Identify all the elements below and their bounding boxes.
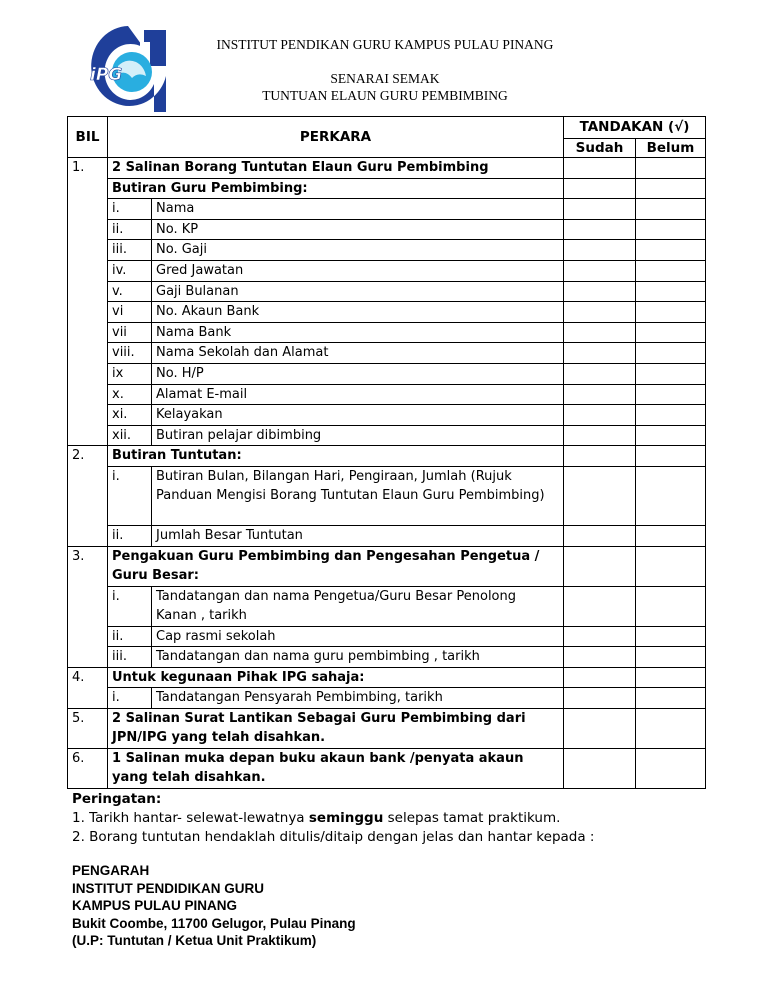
belum-checkbox-cell[interactable] xyxy=(636,302,706,323)
sudah-checkbox-cell[interactable] xyxy=(564,626,636,647)
sub-item-text: Tandatangan dan nama guru pembimbing , tarikh xyxy=(152,647,564,668)
row-number: 5. xyxy=(68,708,108,748)
sudah-checkbox-cell[interactable] xyxy=(564,343,636,364)
sudah-checkbox-cell[interactable] xyxy=(564,384,636,405)
sub-item-number: i. xyxy=(108,199,152,220)
table-row xyxy=(68,626,706,647)
belum-checkbox-cell[interactable] xyxy=(636,708,706,748)
sub-item-number: xi. xyxy=(108,405,152,426)
item-heading: 2 Salinan Surat Lantikan Sebagai Guru Pembimbing dari JPN/IPG yang telah disahkan. xyxy=(108,708,564,748)
sub-item-text: Nama xyxy=(152,199,564,220)
notes-line-1-suffix: selepas tamat praktikum. xyxy=(383,810,561,826)
belum-checkbox-cell[interactable] xyxy=(636,546,706,586)
sub-item-text: No. H/P xyxy=(152,363,564,384)
row-number: 4. xyxy=(68,667,108,708)
sub-item-number: ii. xyxy=(108,219,152,240)
sub-item-number: viii. xyxy=(108,343,152,364)
table-row xyxy=(68,158,706,179)
belum-checkbox-cell[interactable] xyxy=(636,405,706,426)
address-line: Bukit Coombe, 11700 Gelugor, Pulau Pinang xyxy=(72,915,356,931)
belum-checkbox-cell[interactable] xyxy=(636,260,706,281)
sudah-checkbox-cell[interactable] xyxy=(564,363,636,384)
table-row xyxy=(68,688,706,709)
address-block xyxy=(72,862,356,950)
row-number: 2. xyxy=(68,446,108,546)
table-row xyxy=(68,384,706,405)
doc-subtitle: TUNTUAN ELAUN GURU PEMBIMBING xyxy=(262,88,508,103)
col-perkara-header: PERKARA xyxy=(108,117,564,158)
belum-checkbox-cell[interactable] xyxy=(636,158,706,179)
logo-text: iPG xyxy=(90,65,123,85)
col-tandakan-header: TANDAKAN (√) xyxy=(564,117,706,139)
belum-checkbox-cell[interactable] xyxy=(636,384,706,405)
reminder-notes xyxy=(72,790,594,847)
sudah-checkbox-cell[interactable] xyxy=(564,240,636,261)
sub-item-number: v. xyxy=(108,281,152,302)
sub-item-text: Jumlah Besar Tuntutan xyxy=(152,525,564,546)
item-heading: Butiran Guru Pembimbing: xyxy=(108,178,564,199)
institution-name: INSTITUT PENDIKAN GURU KAMPUS PULAU PINANG xyxy=(216,37,554,52)
address-line: INSTITUT PENDIDIKAN GURU xyxy=(72,880,264,896)
sub-item-text: Alamat E-mail xyxy=(152,384,564,405)
sudah-checkbox-cell[interactable] xyxy=(564,281,636,302)
sub-item-number: vi xyxy=(108,302,152,323)
sudah-checkbox-cell[interactable] xyxy=(564,302,636,323)
belum-checkbox-cell[interactable] xyxy=(636,525,706,546)
sudah-checkbox-cell[interactable] xyxy=(564,546,636,586)
sudah-checkbox-cell[interactable] xyxy=(564,322,636,343)
table-row xyxy=(68,546,706,586)
belum-checkbox-cell[interactable] xyxy=(636,647,706,668)
sub-item-text: No. Gaji xyxy=(152,240,564,261)
table-row xyxy=(68,240,706,261)
table-row xyxy=(68,260,706,281)
table-header-row xyxy=(68,117,706,139)
item-heading: Butiran Tuntutan: xyxy=(108,446,564,467)
notes-line-2: 2. Borang tuntutan hendaklah ditulis/ditaip dengan jelas dan hantar kepada : xyxy=(72,829,595,845)
sub-item-text: Butiran pelajar dibimbing xyxy=(152,425,564,446)
row-number: 1. xyxy=(68,158,108,446)
ipg-logo xyxy=(88,22,168,116)
table-row xyxy=(68,405,706,426)
table-row xyxy=(68,748,706,788)
checklist-table xyxy=(67,116,706,789)
belum-checkbox-cell[interactable] xyxy=(636,425,706,446)
sudah-checkbox-cell[interactable] xyxy=(564,688,636,709)
belum-checkbox-cell[interactable] xyxy=(636,667,706,688)
belum-checkbox-cell[interactable] xyxy=(636,199,706,220)
belum-checkbox-cell[interactable] xyxy=(636,586,706,626)
table-row xyxy=(68,667,706,688)
table-row xyxy=(68,708,706,748)
col-belum-header: Belum xyxy=(636,138,706,157)
sudah-checkbox-cell[interactable] xyxy=(564,647,636,668)
table-row xyxy=(68,343,706,364)
item-heading: 1 Salinan muka depan buku akaun bank /penyata akaun yang telah disahkan. xyxy=(108,748,564,788)
sudah-checkbox-cell[interactable] xyxy=(564,158,636,179)
belum-checkbox-cell[interactable] xyxy=(636,281,706,302)
sudah-checkbox-cell[interactable] xyxy=(564,667,636,688)
table-row xyxy=(68,281,706,302)
item-heading: Untuk kegunaan Pihak IPG sahaja: xyxy=(108,667,564,688)
belum-checkbox-cell[interactable] xyxy=(636,240,706,261)
belum-checkbox-cell[interactable] xyxy=(636,748,706,788)
table-row xyxy=(68,647,706,668)
sub-item-text: Nama Sekolah dan Alamat xyxy=(152,343,564,364)
sub-item-number: i. xyxy=(108,688,152,709)
sudah-checkbox-cell[interactable] xyxy=(564,466,636,525)
table-row xyxy=(68,302,706,323)
sub-item-text: Butiran Bulan, Bilangan Hari, Pengiraan, Jumlah (Rujuk Panduan Mengisi Borang Tuntutan Elaun Guru Pembimbing) xyxy=(152,466,564,525)
table-row xyxy=(68,586,706,626)
notes-title: Peringatan: xyxy=(72,791,162,807)
sub-item-number: iii. xyxy=(108,647,152,668)
belum-checkbox-cell[interactable] xyxy=(636,688,706,709)
sudah-checkbox-cell[interactable] xyxy=(564,219,636,240)
belum-checkbox-cell[interactable] xyxy=(636,219,706,240)
sudah-checkbox-cell[interactable] xyxy=(564,425,636,446)
table-row xyxy=(68,219,706,240)
sudah-checkbox-cell[interactable] xyxy=(564,586,636,626)
table-row xyxy=(68,178,706,199)
table-row xyxy=(68,525,706,546)
belum-checkbox-cell[interactable] xyxy=(636,178,706,199)
sub-item-number: iv. xyxy=(108,260,152,281)
sub-item-text: Tandatangan dan nama Pengetua/Guru Besar Penolong Kanan , tarikh xyxy=(152,586,564,626)
sub-item-text: Gaji Bulanan xyxy=(152,281,564,302)
table-row xyxy=(68,425,706,446)
table-row xyxy=(68,466,706,525)
sudah-checkbox-cell[interactable] xyxy=(564,405,636,426)
sub-item-number: x. xyxy=(108,384,152,405)
address-line: KAMPUS PULAU PINANG xyxy=(72,898,238,913)
sudah-checkbox-cell[interactable] xyxy=(564,748,636,788)
belum-checkbox-cell[interactable] xyxy=(636,466,706,525)
notes-line-1-prefix: 1. Tarikh hantar- selewat-lewatnya xyxy=(72,810,309,826)
sub-item-text: Cap rasmi sekolah xyxy=(152,626,564,647)
sudah-checkbox-cell[interactable] xyxy=(564,178,636,199)
sudah-checkbox-cell[interactable] xyxy=(564,260,636,281)
table-row xyxy=(68,446,706,467)
item-heading: 2 Salinan Borang Tuntutan Elaun Guru Pembimbing xyxy=(108,158,564,179)
address-line: (U.P: Tuntutan / Ketua Unit Praktikum) xyxy=(72,933,317,948)
sudah-checkbox-cell[interactable] xyxy=(564,199,636,220)
sub-item-text: Kelayakan xyxy=(152,405,564,426)
row-number: 6. xyxy=(68,748,108,788)
col-bil-header: BIL xyxy=(68,117,108,158)
sub-item-text: Tandatangan Pensyarah Pembimbing, tarikh xyxy=(152,688,564,709)
belum-checkbox-cell[interactable] xyxy=(636,626,706,647)
sub-item-text: Gred Jawatan xyxy=(152,260,564,281)
belum-checkbox-cell[interactable] xyxy=(636,363,706,384)
table-row xyxy=(68,199,706,220)
belum-checkbox-cell[interactable] xyxy=(636,446,706,467)
address-line: PENGARAH xyxy=(72,863,150,878)
notes-line-1-bold: seminggu xyxy=(308,810,384,826)
sub-item-number: ii. xyxy=(108,525,152,546)
sudah-checkbox-cell[interactable] xyxy=(564,525,636,546)
belum-checkbox-cell[interactable] xyxy=(636,343,706,364)
sub-item-number: iii. xyxy=(108,240,152,261)
notes-line-1 xyxy=(72,809,594,828)
sub-item-text: Nama Bank xyxy=(152,322,564,343)
sub-item-number: xii. xyxy=(108,425,152,446)
sub-item-number: ix xyxy=(108,363,152,384)
item-heading: Pengakuan Guru Pembimbing dan Pengesahan Pengetua / Guru Besar: xyxy=(108,546,564,586)
row-number: 3. xyxy=(68,546,108,667)
belum-checkbox-cell[interactable] xyxy=(636,322,706,343)
sub-item-number: ii. xyxy=(108,626,152,647)
doc-title: SENARAI SEMAK xyxy=(330,71,440,86)
sudah-checkbox-cell[interactable] xyxy=(564,446,636,467)
table-row xyxy=(68,322,706,343)
table-row xyxy=(68,363,706,384)
sub-item-number: i. xyxy=(108,466,152,525)
sub-item-number: vii xyxy=(108,322,152,343)
sudah-checkbox-cell[interactable] xyxy=(564,708,636,748)
col-sudah-header: Sudah xyxy=(564,138,636,157)
sub-item-text: No. KP xyxy=(152,219,564,240)
sub-item-text: No. Akaun Bank xyxy=(152,302,564,323)
sub-item-number: i. xyxy=(108,586,152,626)
